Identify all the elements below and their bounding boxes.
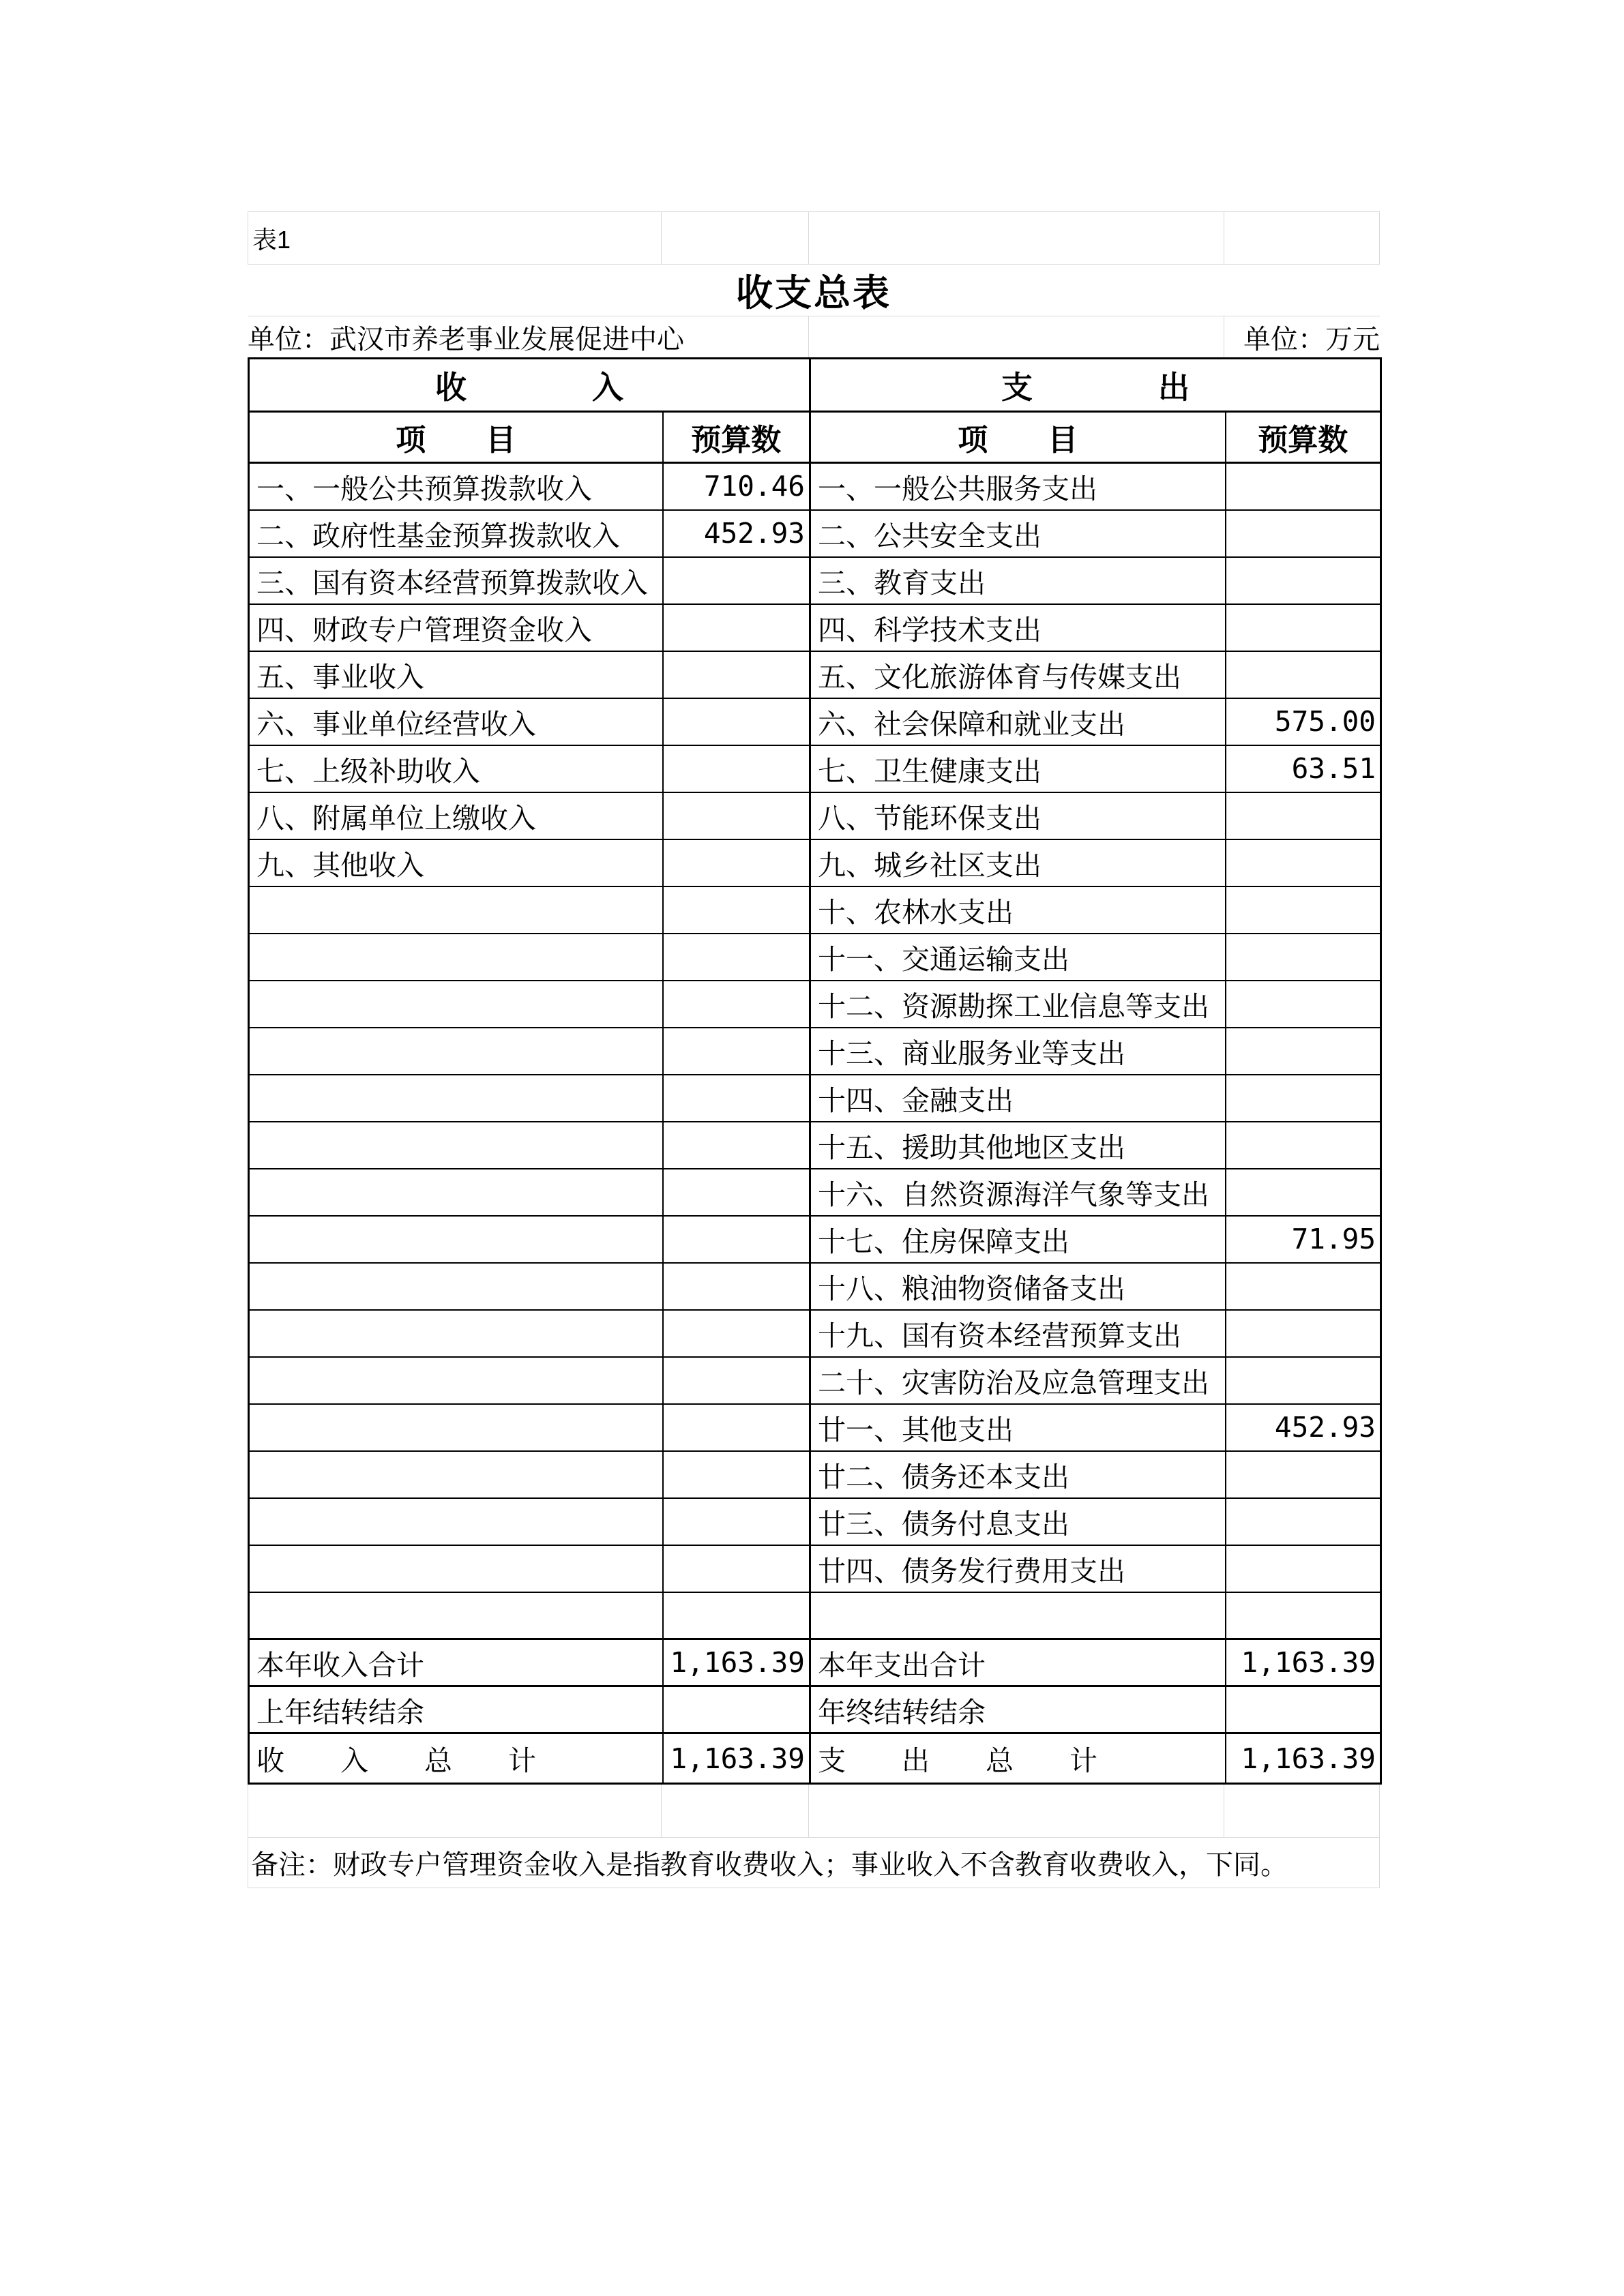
- expense-item-cell: 七、卫生健康支出: [810, 745, 1226, 792]
- blank-row: [248, 1785, 1380, 1838]
- expense-budget-cell: [1226, 1592, 1381, 1639]
- unit-name: 单位：武汉市养老事业发展促进中心: [248, 316, 809, 357]
- table-row: [249, 981, 1381, 1028]
- expense-item-cell: 五、文化旅游体育与传媒支出: [810, 651, 1226, 698]
- expense-budget-cell: 63.51: [1226, 745, 1381, 792]
- income-total-label: 本年收入合计: [249, 1639, 663, 1686]
- income-item-column-header: 项 目: [249, 412, 663, 463]
- table-label: 表1: [248, 212, 662, 264]
- income-budget-cell: [663, 651, 810, 698]
- expense-budget-cell: 71.95: [1226, 1216, 1381, 1263]
- note-text: 备注：财政专户管理资金收入是指教育收费收入；事业收入不含教育收费收入，下同。: [248, 1838, 1380, 1888]
- expense-item-cell: 廿二、债务还本支出: [810, 1451, 1226, 1498]
- income-item-cell: 四、财政专户管理资金收入: [249, 604, 663, 651]
- table-row: [249, 1404, 1381, 1451]
- income-item-cell: [249, 1169, 663, 1216]
- income-budget-cell: [663, 839, 810, 886]
- unit-currency: 单位：万元: [1243, 324, 1380, 355]
- income-budget-cell: [663, 1545, 810, 1592]
- carryover-row: [249, 1686, 1381, 1733]
- expense-item-cell: 十五、援助其他地区支出: [810, 1122, 1226, 1169]
- income-total-value: 1,163.39: [663, 1639, 810, 1686]
- income-item-cell: [249, 1028, 663, 1075]
- income-grand-total-value: 1,163.39: [663, 1733, 810, 1784]
- income-item-cell: 七、上级补助收入: [249, 745, 663, 792]
- income-budget-cell: [663, 886, 810, 934]
- expense-item-cell: 一、一般公共服务支出: [810, 463, 1226, 510]
- income-item-cell: 六、事业单位经营收入: [249, 698, 663, 745]
- table-row: [249, 698, 1381, 745]
- expense-item-cell: 十八、粮油物资储备支出: [810, 1263, 1226, 1310]
- column-header-row: [249, 412, 1381, 463]
- expense-item-cell: 九、城乡社区支出: [810, 839, 1226, 886]
- income-item-cell: [249, 1451, 663, 1498]
- income-item-cell: [249, 981, 663, 1028]
- note-row: [248, 1838, 1380, 1888]
- income-item-cell: [249, 1216, 663, 1263]
- expense-item-cell: 廿一、其他支出: [810, 1404, 1226, 1451]
- annual-total-row: [249, 1639, 1381, 1686]
- expense-budget-cell: [1226, 1075, 1381, 1122]
- empty-cell: [1224, 1785, 1380, 1837]
- income-item-cell: [249, 1404, 663, 1451]
- income-budget-cell: [663, 1122, 810, 1169]
- income-item-cell: [249, 934, 663, 981]
- expense-item-cell: 四、科学技术支出: [810, 604, 1226, 651]
- expense-grand-total-value: 1,163.39: [1226, 1733, 1381, 1784]
- expense-item-cell: 十四、金融支出: [810, 1075, 1226, 1122]
- expense-budget-cell: 575.00: [1226, 698, 1381, 745]
- income-budget-cell: 710.46: [663, 463, 810, 510]
- expense-item-cell: 十、农林水支出: [810, 886, 1226, 934]
- table-row: [249, 1451, 1381, 1498]
- income-expense-table: [248, 357, 1382, 1785]
- income-item-cell: [249, 1075, 663, 1122]
- income-budget-cell: [663, 1592, 810, 1639]
- expense-budget-column-header: 预算数: [1226, 412, 1381, 463]
- expense-total-label: 本年支出合计: [810, 1639, 1226, 1686]
- table-row: [249, 886, 1381, 934]
- expense-item-cell: 十三、商业服务业等支出: [810, 1028, 1226, 1075]
- income-budget-cell: [663, 557, 810, 604]
- table-row: [249, 510, 1381, 557]
- income-item-cell: 二、政府性基金预算拨款收入: [249, 510, 663, 557]
- table-row: [249, 557, 1381, 604]
- expense-carryover-label: 年终结转结余: [810, 1686, 1226, 1733]
- income-item-cell: [249, 1122, 663, 1169]
- table-row: [249, 1592, 1381, 1639]
- expense-budget-cell: [1226, 886, 1381, 934]
- income-item-cell: [249, 1592, 663, 1639]
- income-item-cell: [249, 1357, 663, 1404]
- expense-section-header: 支 出: [810, 359, 1381, 412]
- empty-cell: [809, 1785, 1224, 1837]
- income-item-cell: [249, 1310, 663, 1357]
- table-row: [249, 1357, 1381, 1404]
- unit-row: [248, 316, 1380, 357]
- income-budget-column-header: 预算数: [663, 412, 810, 463]
- income-item-cell: 三、国有资本经营预算拨款收入: [249, 557, 663, 604]
- empty-cell: [248, 1785, 662, 1837]
- income-grand-total-label: 收 入 总 计: [249, 1733, 663, 1784]
- income-item-cell: 九、其他收入: [249, 839, 663, 886]
- expense-budget-cell: [1226, 1545, 1381, 1592]
- table-row: [249, 604, 1381, 651]
- income-budget-cell: [663, 1404, 810, 1451]
- table-label-row: [248, 211, 1380, 265]
- income-item-cell: [249, 886, 663, 934]
- table-row: [249, 1169, 1381, 1216]
- income-item-cell: [249, 1498, 663, 1545]
- income-budget-cell: [663, 792, 810, 839]
- expense-carryover-value: [1226, 1686, 1381, 1733]
- income-carryover-value: [663, 1686, 810, 1733]
- expense-budget-cell: [1226, 1122, 1381, 1169]
- budget-sheet: [248, 211, 1380, 1888]
- table-row: [249, 745, 1381, 792]
- expense-budget-cell: [1226, 934, 1381, 981]
- table-row: [249, 651, 1381, 698]
- expense-item-cell: 二、公共安全支出: [810, 510, 1226, 557]
- income-budget-cell: [663, 1263, 810, 1310]
- expense-budget-cell: [1226, 792, 1381, 839]
- income-budget-cell: [663, 1169, 810, 1216]
- empty-cell: [662, 212, 809, 264]
- table-row: [249, 792, 1381, 839]
- table-row: [249, 1545, 1381, 1592]
- expense-budget-cell: [1226, 463, 1381, 510]
- expense-item-column-header: 项 目: [810, 412, 1226, 463]
- expense-item-cell: 十七、住房保障支出: [810, 1216, 1226, 1263]
- income-item-cell: 五、事业收入: [249, 651, 663, 698]
- income-budget-cell: [663, 1498, 810, 1545]
- expense-budget-cell: [1226, 557, 1381, 604]
- table-row: [249, 1216, 1381, 1263]
- income-budget-cell: [663, 745, 810, 792]
- income-budget-cell: [663, 1357, 810, 1404]
- expense-budget-cell: [1226, 651, 1381, 698]
- income-item-cell: 一、一般公共预算拨款收入: [249, 463, 663, 510]
- expense-budget-cell: [1226, 1357, 1381, 1404]
- expense-item-cell: [810, 1592, 1226, 1639]
- income-budget-cell: 452.93: [663, 510, 810, 557]
- expense-item-cell: 十九、国有资本经营预算支出: [810, 1310, 1226, 1357]
- table-row: [249, 934, 1381, 981]
- expense-item-cell: 廿四、债务发行费用支出: [810, 1545, 1226, 1592]
- table-row: [249, 1498, 1381, 1545]
- table-row: [249, 1263, 1381, 1310]
- grand-total-row: [249, 1733, 1381, 1784]
- expense-budget-cell: [1226, 1028, 1381, 1075]
- expense-item-cell: 十二、资源勘探工业信息等支出: [810, 981, 1226, 1028]
- income-budget-cell: [663, 1028, 810, 1075]
- expense-total-value: 1,163.39: [1226, 1639, 1381, 1686]
- expense-budget-cell: [1226, 981, 1381, 1028]
- expense-item-cell: 三、教育支出: [810, 557, 1226, 604]
- empty-cell: [809, 316, 1224, 357]
- empty-cell: [662, 1785, 809, 1837]
- income-item-cell: [249, 1263, 663, 1310]
- income-budget-cell: [663, 698, 810, 745]
- expense-budget-cell: [1226, 1169, 1381, 1216]
- income-carryover-label: 上年结转结余: [249, 1686, 663, 1733]
- income-budget-cell: [663, 604, 810, 651]
- expense-item-cell: 六、社会保障和就业支出: [810, 698, 1226, 745]
- expense-item-cell: 廿三、债务付息支出: [810, 1498, 1226, 1545]
- expense-budget-cell: [1226, 839, 1381, 886]
- expense-budget-cell: [1226, 1451, 1381, 1498]
- income-budget-cell: [663, 1451, 810, 1498]
- income-item-cell: [249, 1545, 663, 1592]
- expense-item-cell: 八、节能环保支出: [810, 792, 1226, 839]
- expense-item-cell: 二十、灾害防治及应急管理支出: [810, 1357, 1226, 1404]
- expense-budget-cell: 452.93: [1226, 1404, 1381, 1451]
- table-row: [249, 1122, 1381, 1169]
- table-row: [249, 1028, 1381, 1075]
- income-section-header: 收 入: [249, 359, 810, 412]
- section-header-row: [249, 359, 1381, 412]
- expense-budget-cell: [1226, 604, 1381, 651]
- income-budget-cell: [663, 934, 810, 981]
- income-budget-cell: [663, 1216, 810, 1263]
- title-row: [248, 265, 1380, 316]
- expense-item-cell: 十六、自然资源海洋气象等支出: [810, 1169, 1226, 1216]
- expense-grand-total-label: 支 出 总 计: [810, 1733, 1226, 1784]
- income-item-cell: 八、附属单位上缴收入: [249, 792, 663, 839]
- page-title: 收支总表: [736, 273, 891, 314]
- table-row: [249, 1075, 1381, 1122]
- expense-budget-cell: [1226, 510, 1381, 557]
- expense-item-cell: 十一、交通运输支出: [810, 934, 1226, 981]
- table-row: [249, 463, 1381, 510]
- empty-cell: [809, 212, 1224, 264]
- empty-cell: [1224, 212, 1380, 264]
- income-budget-cell: [663, 981, 810, 1028]
- income-budget-cell: [663, 1310, 810, 1357]
- expense-budget-cell: [1226, 1310, 1381, 1357]
- expense-budget-cell: [1226, 1498, 1381, 1545]
- income-budget-cell: [663, 1075, 810, 1122]
- table-row: [249, 1310, 1381, 1357]
- table-row: [249, 839, 1381, 886]
- expense-budget-cell: [1226, 1263, 1381, 1310]
